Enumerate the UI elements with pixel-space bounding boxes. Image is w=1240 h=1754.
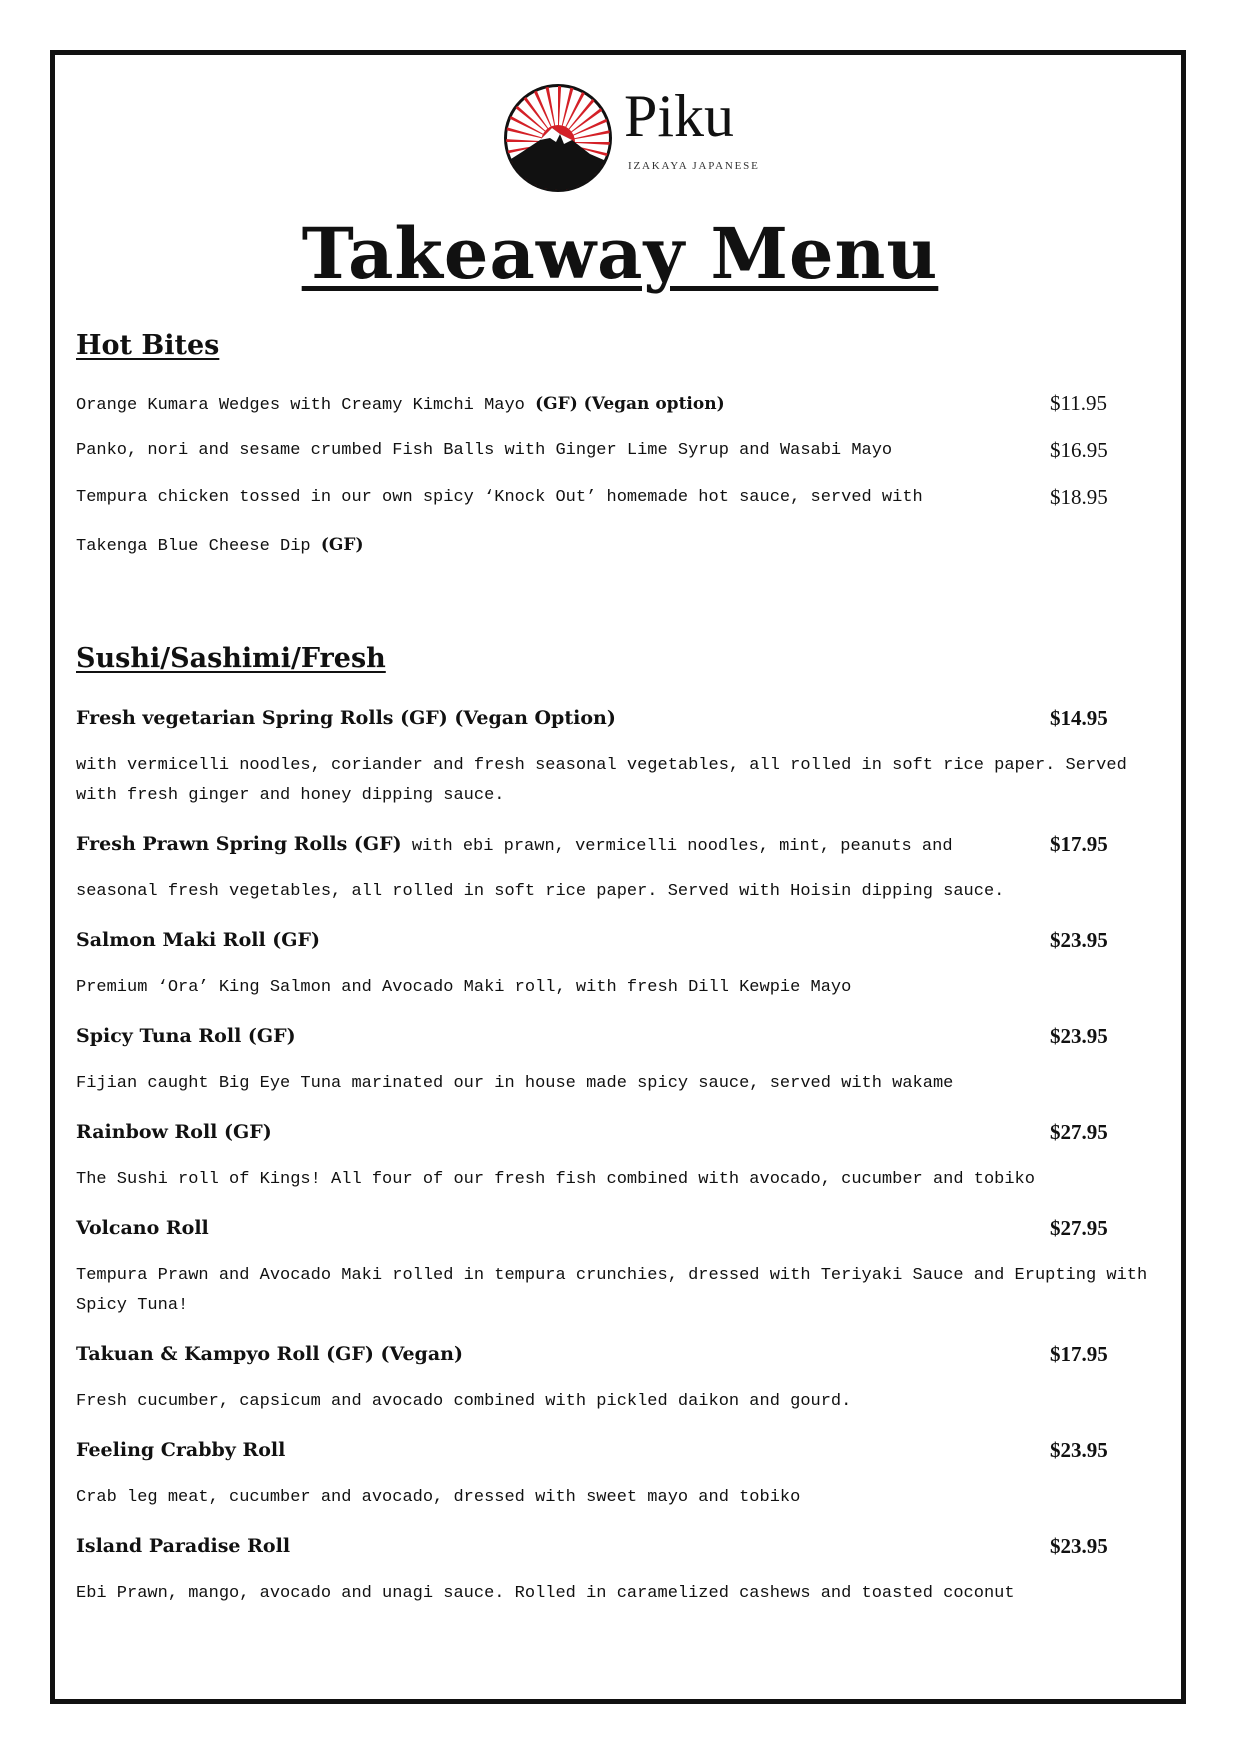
brand-subtitle: IZAKAYA JAPANESE <box>628 160 760 172</box>
menu-item-name: Takuan & Kampyo Roll (GF) (Vegan) <box>76 1343 463 1365</box>
menu-item-description: seasonal fresh vegetables, all rolled in soft rice paper. Served with Hoisin dipping sauce. <box>76 882 1005 901</box>
section-hot-bites-heading: Hot Bites <box>76 330 220 361</box>
hot-bite-item: Tempura chicken tossed in our own spicy ‘Knock Out’ homemade hot sauce, served with <box>76 488 923 507</box>
menu-item-name: Salmon Maki Roll (GF) <box>76 929 321 951</box>
menu-item-description: Fijian caught Big Eye Tuna marinated our in house made spicy sauce, served with wakame <box>76 1074 954 1093</box>
hot-bite-item: Panko, nori and sesame crumbed Fish Balls with Ginger Lime Syrup and Wasabi Mayo <box>76 441 893 460</box>
item-price: $14.95 <box>1050 706 1108 730</box>
menu-item-name: Island Paradise Roll <box>76 1535 291 1557</box>
item-price: $23.95 <box>1050 928 1108 952</box>
item-price: $17.95 <box>1050 1342 1108 1366</box>
menu-item-name: Fresh vegetarian Spring Rolls (GF) (Vegan Option) <box>76 707 616 729</box>
logo <box>500 82 770 194</box>
menu-item-description: The Sushi roll of Kings! All four of our fresh fish combined with avocado, cucumber and tobiko <box>76 1170 1035 1189</box>
item-price: $23.95 <box>1050 1438 1108 1462</box>
menu-item-name: Fresh Prawn Spring Rolls (GF) with ebi prawn, vermicelli noodles, mint, peanuts and <box>76 833 953 856</box>
brand-name: Piku <box>624 83 735 149</box>
menu-item-description: Ebi Prawn, mango, avocado and unagi sauce. Rolled in caramelized cashews and toasted coconut <box>76 1584 1015 1603</box>
item-price: $23.95 <box>1050 1534 1108 1558</box>
item-price: $27.95 <box>1050 1120 1108 1144</box>
menu-item-description: Crab leg meat, cucumber and avocado, dressed with sweet mayo and tobiko <box>76 1488 801 1507</box>
page-title: Takeaway Menu <box>301 212 939 295</box>
item-price: $16.95 <box>1050 438 1108 462</box>
menu-item-name: Volcano Roll <box>76 1217 209 1239</box>
menu-item-name: Rainbow Roll (GF) <box>76 1121 272 1143</box>
item-price: $27.95 <box>1050 1216 1108 1240</box>
menu-item-description: Fresh cucumber, capsicum and avocado combined with pickled daikon and gourd. <box>76 1392 852 1411</box>
menu-item-description: with vermicelli noodles, coriander and fresh seasonal vegetables, all rolled in soft rice paper. Served with fresh ginger and honey dipping sauce. <box>76 756 1127 805</box>
sun-mountain-icon <box>500 82 618 194</box>
section-sushi-heading: Sushi/Sashimi/Fresh <box>76 643 386 674</box>
item-price: $23.95 <box>1050 1024 1108 1048</box>
menu-item-name: Feeling Crabby Roll <box>76 1439 286 1461</box>
menu-item-description: Tempura Prawn and Avocado Maki rolled in tempura crunchies, dressed with Teriyaki Sauce and Erupting with Spicy Tuna! <box>76 1266 1148 1315</box>
hot-bite-item-continued: Takenga Blue Cheese Dip (GF) <box>76 535 364 556</box>
menu-item-description: Premium ‘Ora’ King Salmon and Avocado Maki roll, with fresh Dill Kewpie Mayo <box>76 978 852 997</box>
item-price: $11.95 <box>1050 391 1107 415</box>
hot-bite-item: Orange Kumara Wedges with Creamy Kimchi Mayo (GF) (Vegan option) <box>76 394 725 415</box>
item-price: $17.95 <box>1050 832 1108 856</box>
item-price: $18.95 <box>1050 485 1108 509</box>
menu-item-name: Spicy Tuna Roll (GF) <box>76 1025 296 1047</box>
